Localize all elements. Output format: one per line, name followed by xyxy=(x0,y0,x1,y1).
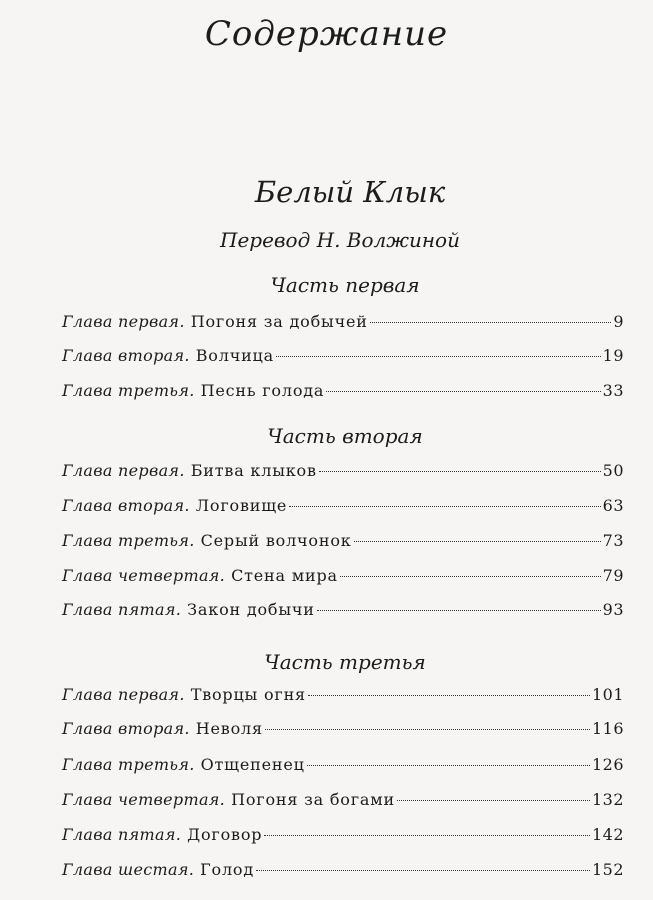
dot-leader xyxy=(340,576,601,577)
chapter-name: Стена мира xyxy=(231,566,338,585)
chapter-name: Договор xyxy=(187,825,263,844)
dot-leader xyxy=(256,870,590,871)
chapter-label: Глава вторая. xyxy=(62,496,190,515)
chapter-label: Глава пятая. xyxy=(62,600,182,619)
chapter-name: Неволя xyxy=(195,719,263,738)
chapter-name: Отщепенец xyxy=(200,755,305,774)
chapter-label: Глава шестая. xyxy=(62,860,195,879)
page-number: 126 xyxy=(591,755,624,774)
chapter-name: Песнь голода xyxy=(200,381,325,400)
chapter-name: Голод xyxy=(200,860,255,879)
chapter-label: Глава вторая. xyxy=(62,719,190,738)
toc-entry[interactable] xyxy=(62,860,624,884)
chapter-name: Волчица xyxy=(195,346,274,365)
toc-entry[interactable] xyxy=(62,825,624,849)
chapter-label: Глава четвертая. xyxy=(62,790,226,809)
chapter-label: Глава вторая. xyxy=(62,346,190,365)
toc-entry[interactable] xyxy=(62,461,624,485)
page-number: 33 xyxy=(602,381,624,400)
page-number: 116 xyxy=(591,719,624,738)
page-number: 63 xyxy=(602,496,624,515)
page-number: 132 xyxy=(591,790,624,809)
page-number: 93 xyxy=(602,600,624,619)
page-number: 9 xyxy=(613,312,624,331)
toc-entry[interactable] xyxy=(62,755,624,779)
toc-entry[interactable] xyxy=(62,685,624,709)
translator-line: Перевод Н. Волжиной xyxy=(220,228,460,252)
page-number: 73 xyxy=(602,531,624,550)
chapter-name: Погоня за богами xyxy=(231,790,395,809)
chapter-label: Глава первая. xyxy=(62,685,185,704)
chapter-label: Глава пятая. xyxy=(62,825,182,844)
dot-leader xyxy=(370,322,612,323)
chapter-label: Глава третья. xyxy=(62,381,195,400)
page-title: Содержание xyxy=(204,14,449,54)
page-number: 19 xyxy=(602,346,624,365)
part-title-2: Часть вторая xyxy=(267,424,423,448)
dot-leader xyxy=(276,356,601,357)
dot-leader xyxy=(319,471,601,472)
toc-entry[interactable] xyxy=(62,790,624,814)
page-number: 101 xyxy=(591,685,624,704)
dot-leader xyxy=(354,541,601,542)
chapter-name: Серый волчонок xyxy=(200,531,352,550)
dot-leader xyxy=(307,765,590,766)
chapter-name: Битва клыков xyxy=(190,461,317,480)
dot-leader xyxy=(308,695,590,696)
page-number: 50 xyxy=(602,461,624,480)
part-title-3: Часть третья xyxy=(264,650,426,674)
chapter-name: Логовище xyxy=(195,496,288,515)
page-number: 79 xyxy=(602,566,624,585)
page-number: 152 xyxy=(591,860,624,879)
toc-entry[interactable] xyxy=(62,346,624,370)
dot-leader xyxy=(326,391,600,392)
chapter-label: Глава третья. xyxy=(62,755,195,774)
toc-entry[interactable] xyxy=(62,531,624,555)
toc-entry[interactable] xyxy=(62,600,624,624)
toc-entry[interactable] xyxy=(62,312,624,336)
chapter-name: Творцы огня xyxy=(190,685,306,704)
dot-leader xyxy=(317,610,601,611)
chapter-name: Погоня за добычей xyxy=(190,312,368,331)
chapter-name: Закон добычи xyxy=(187,600,315,619)
chapter-label: Глава первая. xyxy=(62,461,185,480)
part-title-1: Часть первая xyxy=(270,273,420,297)
toc-entry[interactable] xyxy=(62,719,624,743)
dot-leader xyxy=(265,729,590,730)
book-title: Белый Клык xyxy=(254,175,446,209)
chapter-label: Глава третья. xyxy=(62,531,195,550)
toc-entry[interactable] xyxy=(62,566,624,590)
chapter-label: Глава первая. xyxy=(62,312,185,331)
toc-entry[interactable] xyxy=(62,496,624,520)
page-number: 142 xyxy=(591,825,624,844)
dot-leader xyxy=(264,835,590,836)
toc-entry[interactable] xyxy=(62,381,624,405)
dot-leader xyxy=(289,506,600,507)
chapter-label: Глава четвертая. xyxy=(62,566,226,585)
dot-leader xyxy=(397,800,590,801)
